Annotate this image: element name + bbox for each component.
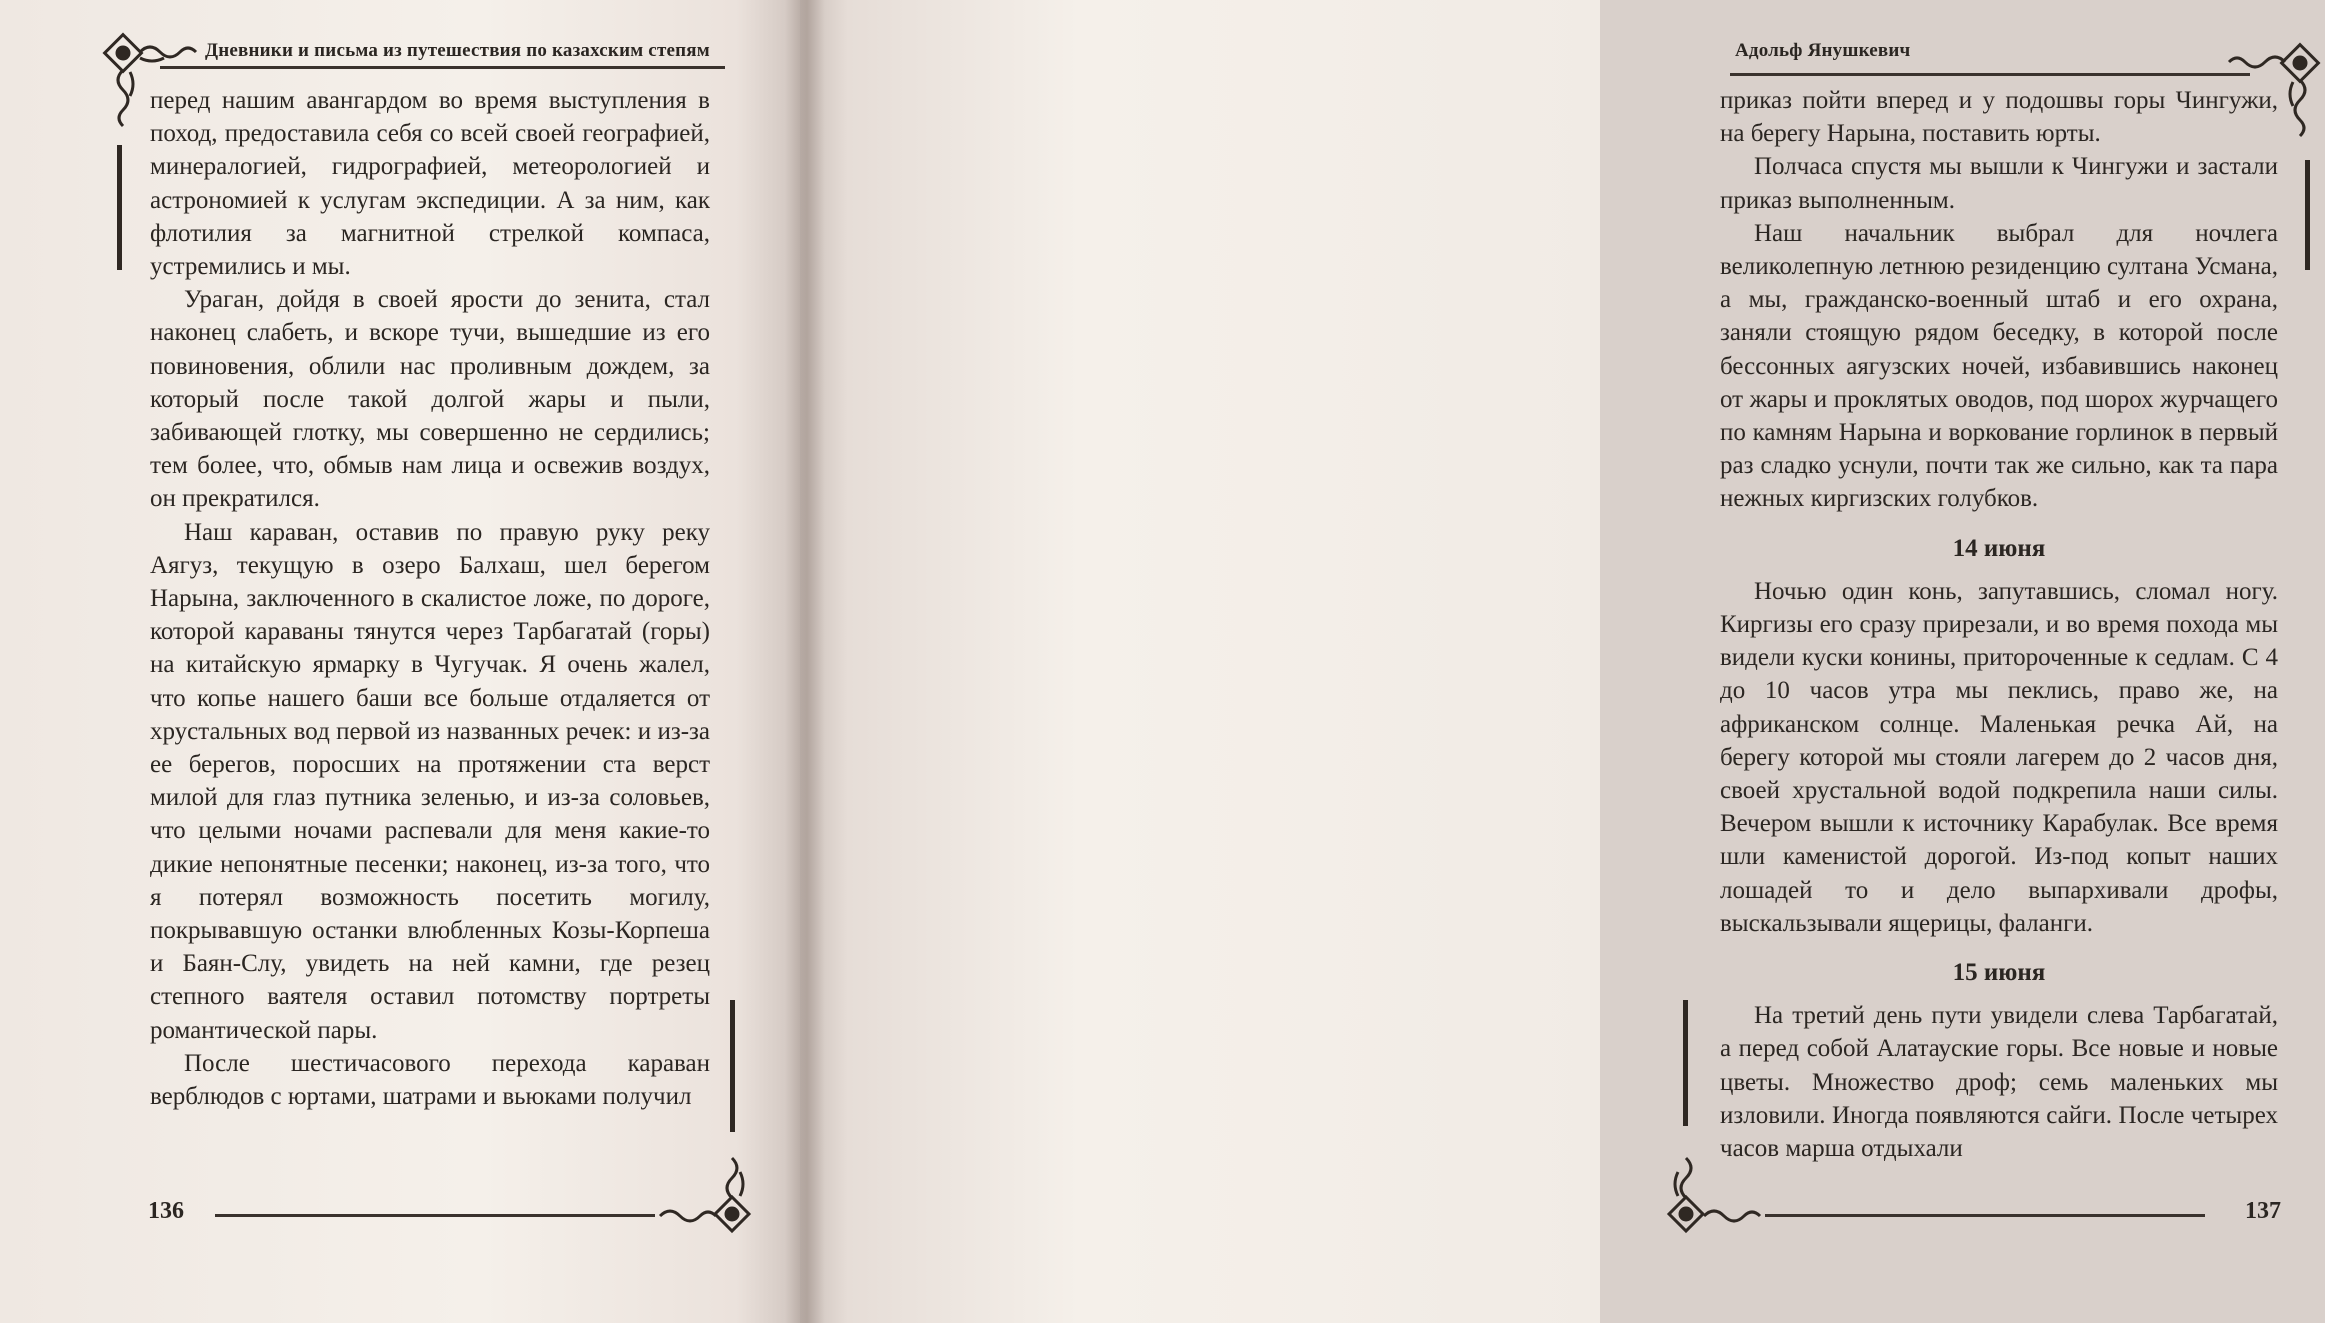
- paragraph: перед нашим авангардом во время выступления в поход, предоставила себя со всей своей географией, минералогией, гидрографией, метеорологией и астрономией к услугам экспедиции. А за ним, как флотилия за магнитной стрелкой компаса, устремились и мы.: [150, 87, 710, 281]
- page-number: 137: [2245, 1198, 2281, 1224]
- margin-bar: [2305, 160, 2310, 270]
- corner-ornament-icon: [1660, 1140, 1770, 1240]
- paragraph: Ночью один конь, запутавшись, сломал ногу. Киргизы его сразу прирезали, и во время похода мы видели куски конины, притороченные к седлам. С 4 до 10 часов утра мы пеклись, право же, на африканском солнце. Маленькая речка Ай, на берегу которой мы стояли лагерем до 2 часов дня, своей хрустальной водой подкрепила наши силы. Вечером вышли к источнику Карабулак. Все время шли каменистой дорогой. Из-под копыт наших лошадей то и дело выпархивали дрофы, выскальзывали ящерицы, фаланги.: [1720, 577, 2278, 937]
- date-heading: 14 июня: [1952, 534, 2046, 562]
- paragraph: Полчаса спустя мы вышли к Чингужи и застали приказ выполненным.: [1720, 153, 2278, 214]
- right-page-text: [1720, 84, 2278, 1165]
- margin-bar: [117, 145, 122, 270]
- header-rule: [160, 66, 725, 69]
- book-gutter: [785, 0, 825, 1323]
- running-head: Дневники и письма из путешествия по казахским степям: [205, 40, 710, 61]
- paragraph: Наш начальник выбрал для ночлега великолепную летнюю резиденцию султана Усмана, а мы, гражданско-военный штаб и его охрана, заняли стоящую рядом беседку, в которой после бессонных аягузских ночей, избавившись наконец от жары и проклятых оводов, под шорох журчащего по камням Нарына и воркование горлинок в первый раз сладко уснули, почти так же сильно, как та пара нежных киргизских голубков.: [1720, 219, 2278, 513]
- page-number: 136: [148, 1198, 184, 1224]
- running-head: Адольф Янушкевич: [1735, 40, 1911, 61]
- left-page-text: [150, 84, 710, 1113]
- header-rule: [1730, 73, 2250, 76]
- date-heading: 15 июня: [1952, 959, 2046, 987]
- right-page: [800, 0, 2281, 1323]
- footer-rule: [1765, 1214, 2205, 1217]
- left-page: [0, 0, 800, 1323]
- footer-rule: [215, 1214, 655, 1217]
- paragraph: Наш караван, оставив по правую руку реку Аягуз, текущую в озеро Балхаш, шел берегом Нарына, заключенного в скалистое ложе, по дороге, которой караваны тянутся через Тарбагатай (горы) на китайскую ярмарку в Чугучак. Я очень жалел, что копье нашего баши все больше отдаляется от хрустальных вод первой из названных речек: и из-за ее берегов, поросших на протяжении ста верст милой для глаз путника зеленью, и из-за соловьев, что целыми ночами распевали для меня какие-то дикие непонятные песенки; наконец, из-за того, что я потерял возможность посетить могилу, покрывавшую останки влюбленных Козы-Корпеша и Баян-Слу, увидеть на ней камни, где резец степного ваятеля оставил потомству портреты романтической пары.: [150, 518, 710, 1044]
- paragraph: Ураган, дойдя в своей ярости до зенита, стал наконец слабеть, и вскоре тучи, вышедшие из его повиновения, облили нас проливным дождем, за который после такой долгой жары и пыли, забивающей глотку, мы совершенно не сердились; тем более, что, обмыв нам лица и освежив воздух, он прекратился.: [150, 286, 710, 513]
- paragraph: После шестичасового перехода караван верблюдов с юртами, шатрами и вьюками получил: [150, 1049, 710, 1111]
- paragraph: На третий день пути увидели слева Тарбагатай, а перед собой Алатауские горы. Все новые и новые цветы. Множество дроф; семь маленьких мы изловили. Иногда появляются сайги. После четырех часов марша отдыхали: [1720, 1002, 2278, 1163]
- margin-bar: [1683, 1000, 1688, 1126]
- corner-ornament-icon: [650, 1140, 760, 1240]
- margin-bar: [730, 1000, 735, 1132]
- paragraph: приказ пойти вперед и у подошвы горы Чингужи, на берегу Нарына, поставить юрты.: [1720, 87, 2278, 148]
